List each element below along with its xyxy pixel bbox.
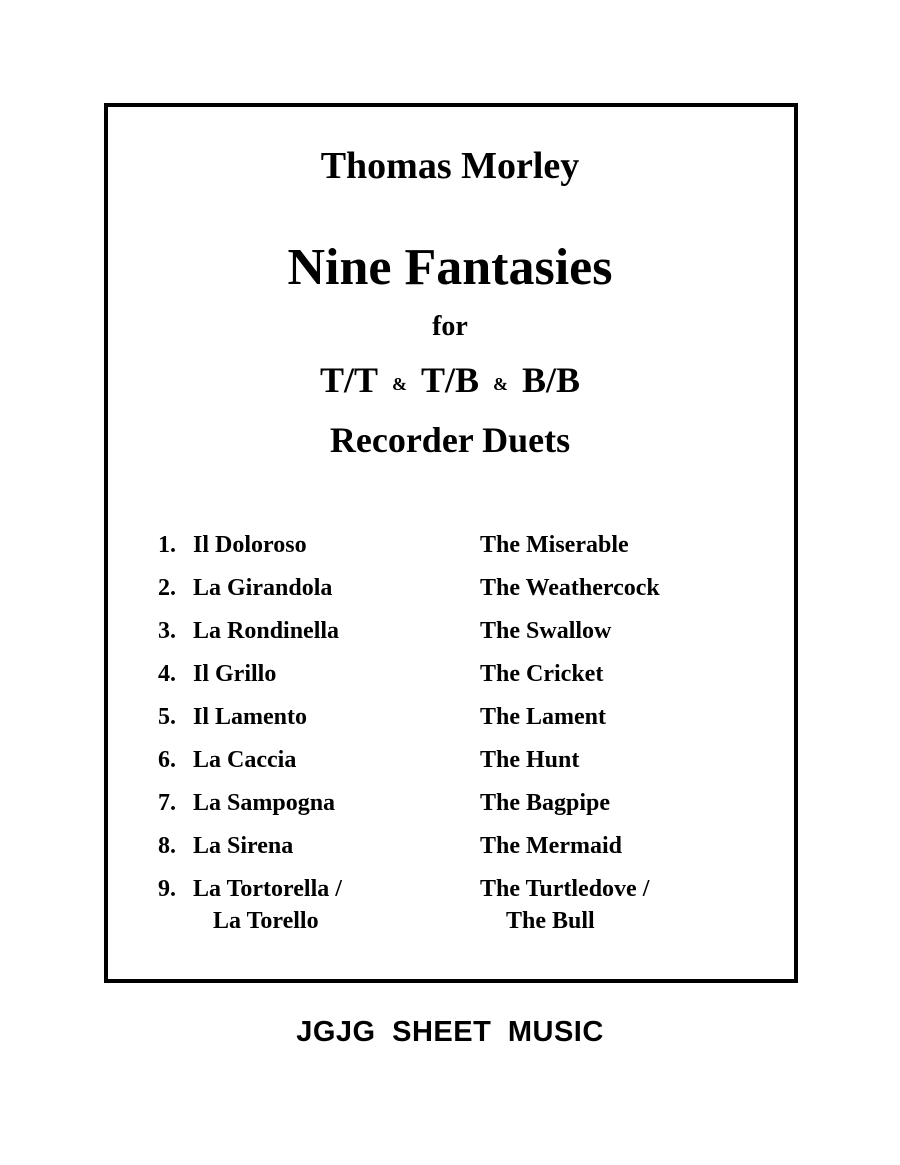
- piece-english-title: The Bagpipe: [480, 790, 611, 816]
- list-item: [0, 702, 900, 732]
- voicing-separator: &: [493, 374, 509, 394]
- piece-number: 3.: [158, 618, 176, 644]
- list-item: [0, 788, 900, 818]
- piece-number: 4.: [158, 661, 176, 687]
- publisher-name: JGJG SHEET MUSIC: [296, 1016, 604, 1048]
- list-item: [0, 616, 900, 646]
- piece-english-title-continuation: The Bull: [506, 908, 595, 934]
- piece-english-title: The Swallow: [480, 618, 612, 644]
- piece-number: 6.: [158, 747, 176, 773]
- subtitle: Recorder Duets: [329, 420, 571, 460]
- piece-italian-title: La Sampogna: [193, 790, 336, 816]
- piece-english-title: The Miserable: [480, 532, 629, 558]
- for-text: for: [432, 311, 468, 342]
- piece-english-title: The Hunt: [480, 747, 580, 773]
- piece-english-title: The Weathercock: [480, 575, 660, 601]
- list-item: [0, 874, 900, 904]
- list-item: [0, 530, 900, 560]
- piece-italian-title: La Tortorella /: [193, 876, 342, 902]
- piece-english-title: The Turtledove /: [480, 876, 650, 902]
- piece-english-title: The Mermaid: [480, 833, 622, 859]
- voicing-line: [0, 360, 900, 404]
- piece-italian-title: Il Lamento: [193, 704, 307, 730]
- list-item: [0, 831, 900, 861]
- piece-number: 1.: [158, 532, 176, 558]
- piece-number: 9.: [158, 876, 176, 902]
- piece-italian-title: La Girandola: [193, 575, 333, 601]
- piece-italian-title: La Rondinella: [193, 618, 340, 644]
- piece-italian-title-continuation: La Torello: [213, 908, 319, 934]
- piece-number: 2.: [158, 575, 176, 601]
- piece-italian-title: Il Doloroso: [193, 532, 307, 558]
- page-title: Nine Fantasies: [287, 239, 613, 296]
- piece-italian-title: Il Grillo: [193, 661, 277, 687]
- voicing-bb: B/B: [522, 360, 581, 400]
- piece-italian-title: La Sirena: [193, 833, 294, 859]
- voicing-tb: T/B: [420, 360, 480, 400]
- piece-number: 8.: [158, 833, 176, 859]
- piece-italian-title: La Caccia: [193, 747, 297, 773]
- piece-english-title: The Lament: [480, 704, 606, 730]
- voicing-separator: &: [391, 374, 407, 394]
- list-item-continuation: [0, 906, 900, 936]
- piece-number: 7.: [158, 790, 176, 816]
- piece-number: 5.: [158, 704, 176, 730]
- piece-english-title: The Cricket: [480, 661, 604, 687]
- list-item: [0, 573, 900, 603]
- list-item: [0, 745, 900, 775]
- list-item: [0, 659, 900, 689]
- composer-name: Thomas Morley: [320, 145, 580, 187]
- voicing-tt: T/T: [319, 360, 378, 400]
